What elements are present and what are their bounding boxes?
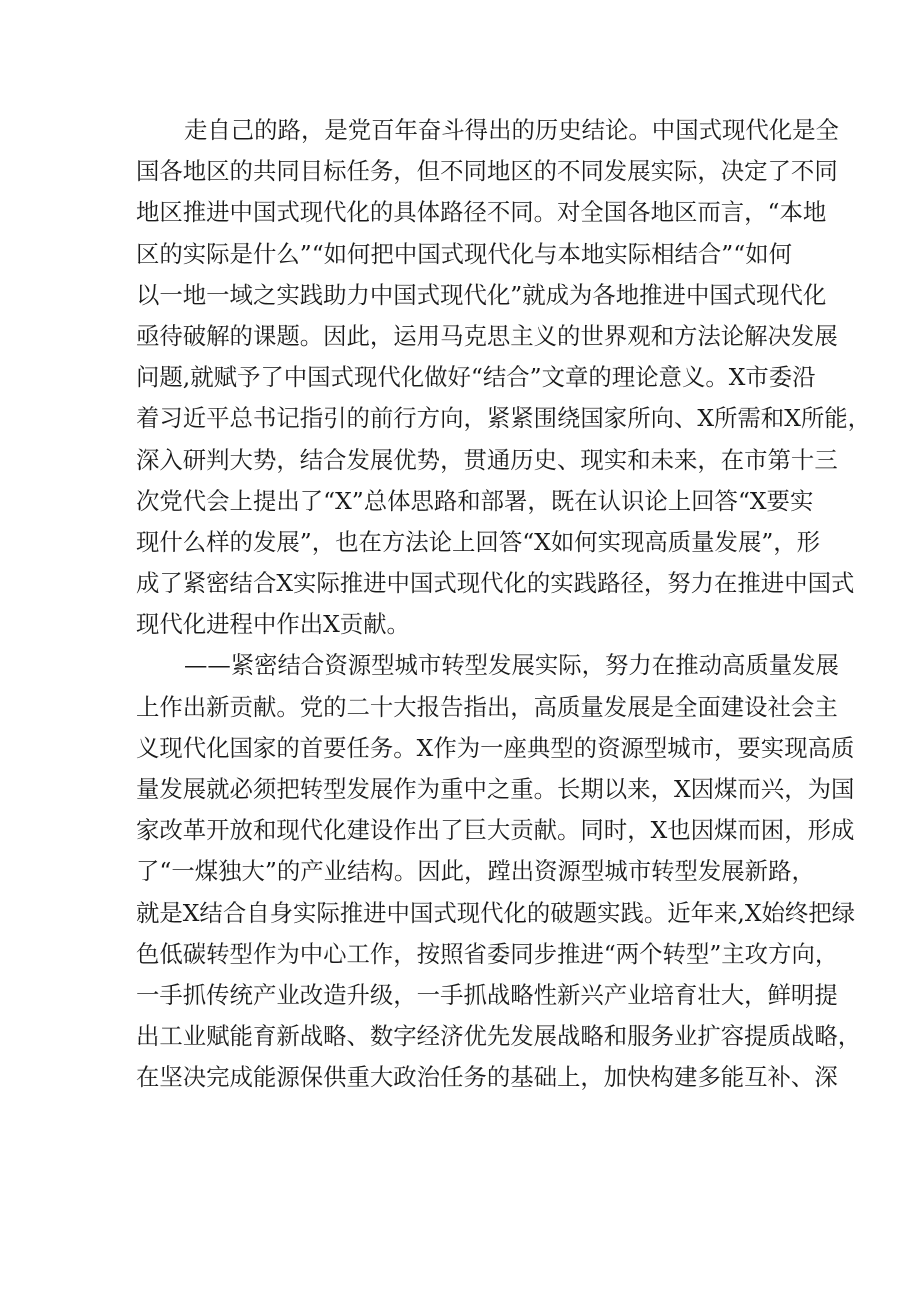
paragraph-2 — [136, 645, 862, 1098]
text-line: 义现代化国家的首要任务。X作为一座典型的资源型城市，要实现高质 — [136, 733, 855, 762]
text-line: ——紧密结合资源型城市转型发展实际，努力在推动高质量发展 — [184, 651, 839, 680]
text-line: 地区推进中国式现代化的具体路径不同。对全国各地区而言，“本地 — [136, 198, 827, 227]
text-line: 国各地区的共同目标任务，但不同地区的不同发展实际，决定了不同 — [136, 157, 838, 186]
text-line: 以一地一域之实践助力中国式现代化”就成为各地推进中国式现代化 — [136, 280, 827, 309]
text-line: 次党代会上提出了“X”总体思路和部署，既在认识论上回答“X要实 — [136, 486, 814, 515]
text-line: 出工业赋能育新战略、数字经济优先发展战略和服务业扩容提质战略， — [136, 1022, 862, 1051]
text-line: 着习近平总书记指引的前行方向，紧紧围绕国家所向、X所需和X所能， — [136, 404, 872, 433]
text-line: 色低碳转型作为中心工作，按照省委同步推进“两个转型”主攻方向， — [136, 939, 839, 968]
text-line: 现什么样的发展”，也在方法论上回答“X如何实现高质量发展”，形 — [136, 527, 821, 556]
text-line: 就是X结合自身实际推进中国式现代化的破题实践。近年来,X始终把绿 — [136, 898, 856, 927]
text-line: 区的实际是什么”“如何把中国式现代化与本地实际相结合”“如何 — [136, 239, 792, 268]
text-line: 家改革开放和现代化建设作出了巨大贡献。同时，X也因煤而困，形成 — [136, 816, 855, 845]
text-line: 在坚决完成能源保供重大政治任务的基础上，加快构建多能互补、深 — [136, 1063, 838, 1092]
text-line: 量发展就必须把转型发展作为重中之重。长期以来，X因煤而兴，为国 — [136, 775, 855, 803]
text-line: 了“一煤独大”的产业结构。因此，蹚出资源型城市转型发展新路， — [136, 857, 815, 886]
text-line: 深入研判大势，结合发展优势，贯通历史、现实和未来，在市第十三 — [136, 445, 838, 474]
paragraph-1 — [136, 110, 872, 645]
text-line: 成了紧密结合X实际推进中国式现代化的实践路径，努力在推进中国式 — [136, 569, 855, 598]
text-line: 走自己的路，是党百年奋斗得出的历史结论。中国式现代化是全 — [184, 116, 839, 144]
text-line: 一手抓传统产业改造升级，一手抓战略性新兴产业培育壮大，鲜明提 — [136, 980, 838, 1009]
text-line: 现代化进程中作出X贡献。 — [136, 610, 410, 639]
text-line: 上作出新贡献。党的二十大报告指出，高质量发展是全面建设社会主 — [136, 692, 838, 721]
text-line: 问题,就赋予了中国式现代化做好“结合”文章的理论意义。X市委沿 — [136, 363, 816, 392]
document-body — [136, 110, 872, 1099]
text-line: 亟待破解的课题。因此，运用马克思主义的世界观和方法论解决发展 — [136, 321, 838, 350]
